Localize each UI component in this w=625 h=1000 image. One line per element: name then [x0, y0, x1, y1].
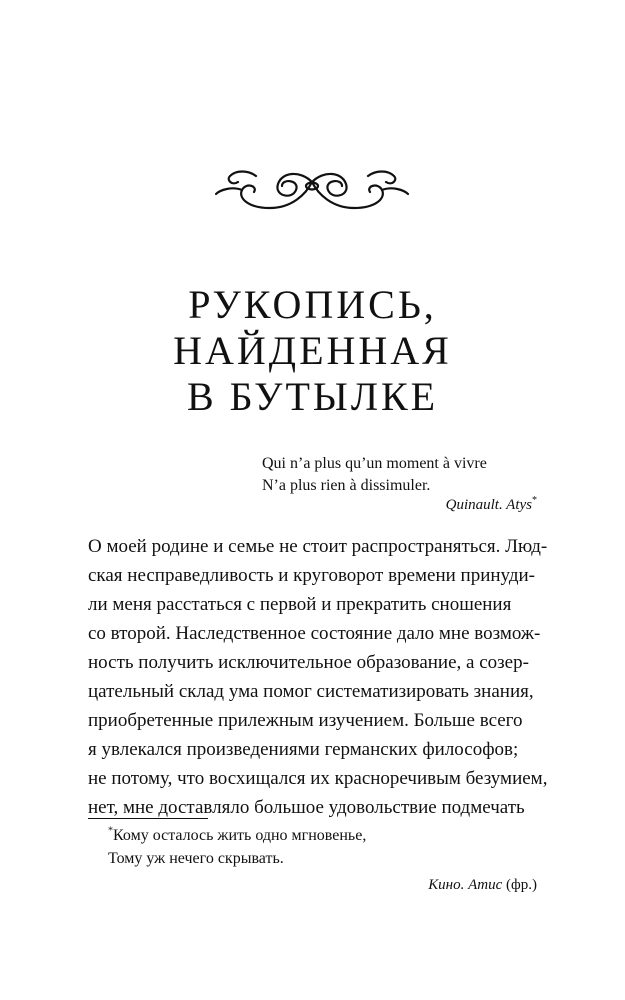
- footnote-marker: *: [108, 825, 113, 837]
- body-line: не потому, что восхищался их красноречивым безумием,: [88, 768, 548, 789]
- body-line: цательный склад ума помог систематизировать знания,: [88, 681, 534, 702]
- footnote-source-author: Кино. Атис: [428, 877, 503, 893]
- title-line: В БУТЫЛКЕ: [186, 374, 439, 419]
- body-text: [88, 532, 547, 822]
- footnote-line-text: Кому осталось жить одно мгновенье,: [113, 827, 367, 844]
- epigraph-source-text: Quinault. Atys: [445, 497, 532, 513]
- body-line: я увлекался произведениями германских философов;: [88, 739, 519, 760]
- epigraph-source: [446, 497, 537, 514]
- body-line: со второй. Наследственное состояние дало мне возмож-: [88, 623, 541, 644]
- epigraph: [262, 453, 487, 497]
- body-line: О моей родине и семье не стоит распространяться. Люд-: [88, 536, 548, 557]
- title-line: РУКОПИСЬ,: [188, 282, 437, 327]
- footnote-line: Тому уж нечего скрывать.: [108, 850, 284, 867]
- footnote-divider: [88, 818, 208, 819]
- footnote-source: [428, 877, 537, 894]
- body-line: ли меня расстаться с первой и прекратить сношения: [88, 594, 512, 615]
- footnote-source-lang: (фр.): [506, 877, 537, 893]
- body-line: нет, мне доставляло большое удовольствие подмечать: [88, 797, 525, 818]
- footnote-line: [108, 824, 366, 847]
- body-line: приобретенные прилежным изучением. Больше всего: [88, 710, 523, 731]
- footnote: [108, 824, 366, 870]
- page-title: [0, 282, 625, 420]
- title-line: НАЙДЕННАЯ: [173, 328, 452, 373]
- body-line: ность получить исключительное образование, а созер-: [88, 652, 529, 673]
- epigraph-line: Qui n’a plus qu’un moment à vivre: [262, 455, 487, 472]
- footnote-marker: *: [532, 495, 537, 506]
- flourish-ornament-icon: [212, 164, 412, 224]
- epigraph-line: N’a plus rien à dissimuler.: [262, 477, 431, 494]
- body-line: ская несправедливость и круговорот времени принуди-: [88, 565, 536, 586]
